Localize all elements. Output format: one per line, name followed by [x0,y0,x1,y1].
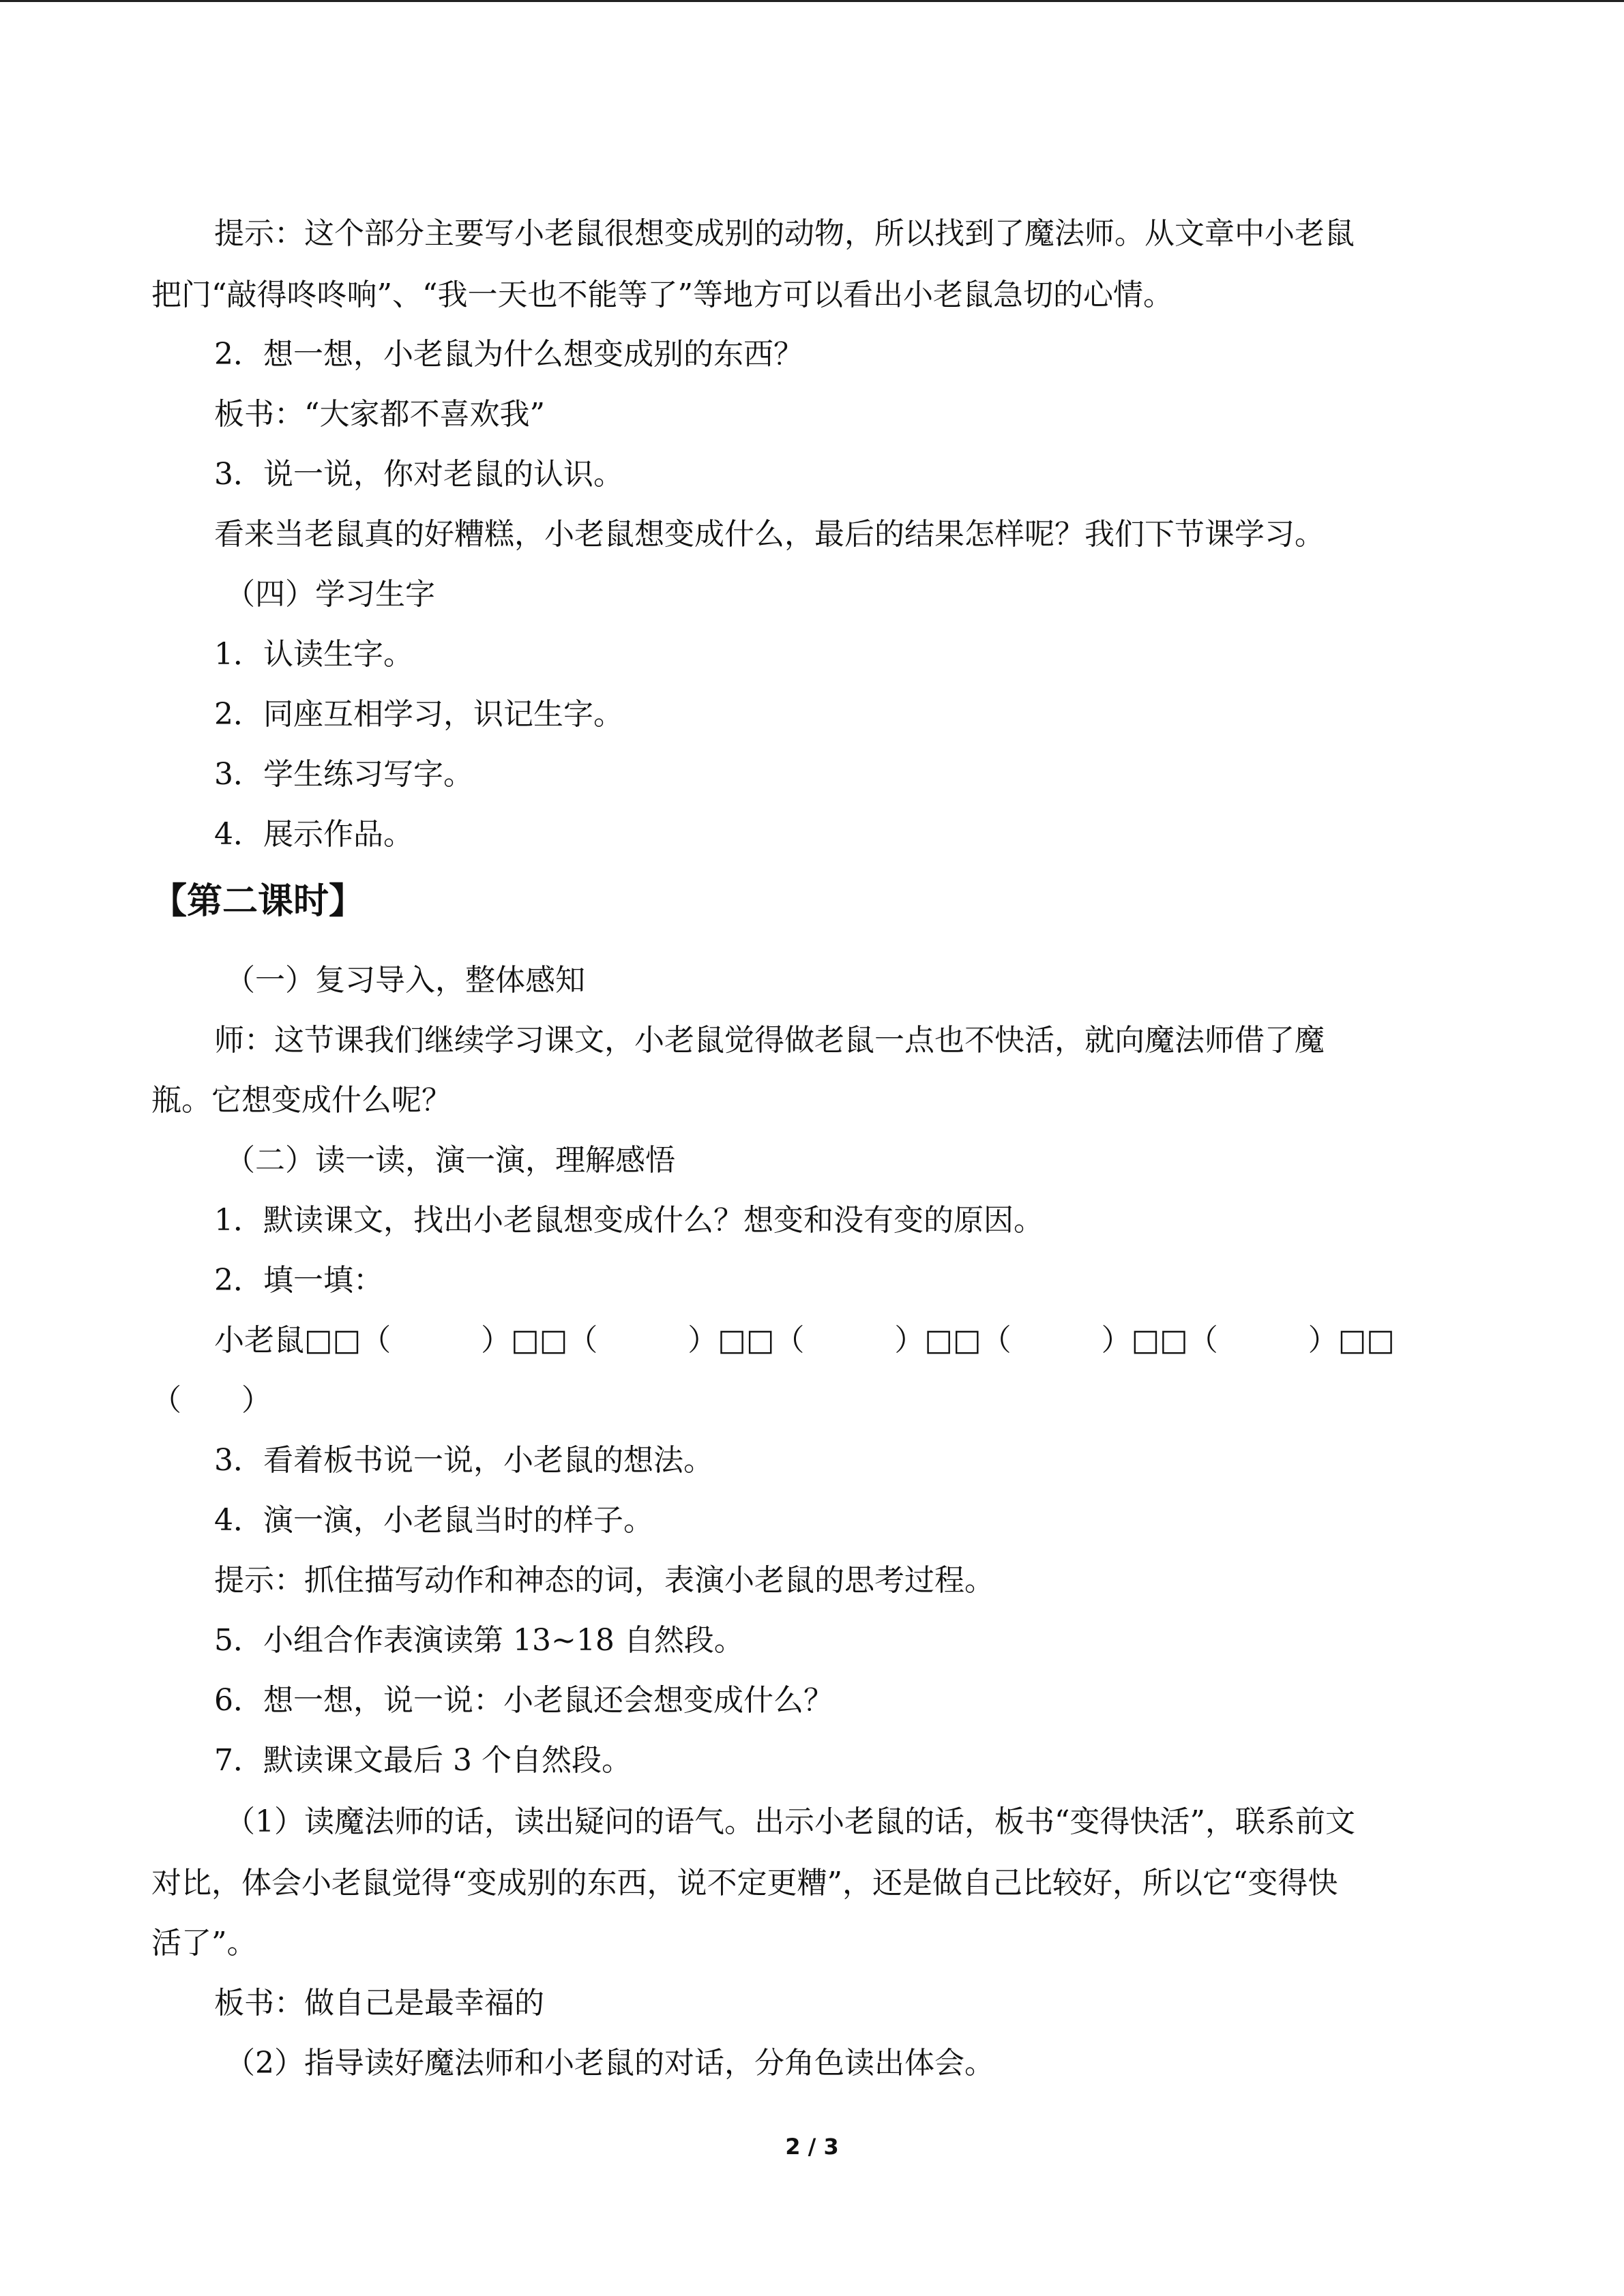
page-number: 2 / 3 [785,2134,839,2160]
text-line: 把门“敲得咚咚响”、“我一天也不能等了”等地方可以看出小老鼠急切的心情。 [151,278,1173,312]
text-line: 4．展示作品。 [214,817,413,852]
text-line: 3．学生练习写字。 [214,757,473,792]
text-line: 板书：“大家都不喜欢我” [214,397,545,432]
text-line: 4．演一演，小老鼠当时的样子。 [214,1503,653,1538]
text-line: 对比，体会小老鼠觉得“变成别的东西，说不定更糟”，还是做自己比较好，所以它“变得快 [151,1866,1338,1900]
text-line: 看来当老鼠真的好糟糕，小老鼠想变成什么，最后的结果怎样呢？我们下节课学习。 [214,517,1325,552]
text-line: （2）指导读好魔法师和小老鼠的对话，分角色读出体会。 [225,2046,994,2081]
text-line: 7．默读课文最后 3 个自然段。 [214,1743,632,1778]
section-subtitle: （二）读一读，演一演，理解感悟 [225,1143,675,1178]
text-line: 1．默读课文，找出小老鼠想变成什么？想变和没有变的原因。 [214,1203,1044,1238]
text-line: 6．想一想，说一说：小老鼠还会想变成什么？ [214,1683,833,1718]
text-line: 活了”。 [151,1926,257,1960]
text-line: （1）读魔法师的话，读出疑问的语气。出示小老鼠的话，板书“变得快活”，联系前文 [225,1804,1355,1839]
text-line: 瓶。它想变成什么呢？ [151,1083,452,1118]
text-line: 3．看着板书说一说，小老鼠的想法。 [214,1443,713,1478]
section-heading: 【第二课时】 [151,881,365,922]
text-line: 2．同座互相学习，识记生字。 [214,697,623,732]
text-line: 5．小组合作表演读第 13~18 自然段。 [214,1623,744,1658]
top-border [0,0,1624,2]
text-line: 师：这节课我们继续学习课文，小老鼠觉得做老鼠一点也不快活，就向魔法师借了魔 [214,1023,1325,1058]
text-line: 3．说一说，你对老鼠的认识。 [214,457,623,492]
fill-blank-line: （ ） [151,1383,271,1418]
section-subtitle: （四）学习生字 [225,577,435,612]
text-line: 2．想一想，小老鼠为什么想变成别的东西？ [214,337,803,372]
text-line: 板书：做自己是最幸福的 [214,1986,544,2021]
text-line: 1．认读生字。 [214,637,413,672]
text-line: 提示：抓住描写动作和神态的词，表演小老鼠的思考过程。 [214,1563,994,1598]
text-line: 2．填一填： [214,1263,383,1298]
section-subtitle: （一）复习导入，整体感知 [225,963,585,998]
fill-blank-line: 小老鼠□□（ ）□□（ ）□□（ ）□□（ ）□□（ ）□□ [214,1323,1395,1358]
text-line: 提示：这个部分主要写小老鼠很想变成别的动物，所以找到了魔法师。从文章中小老鼠 [214,216,1355,251]
